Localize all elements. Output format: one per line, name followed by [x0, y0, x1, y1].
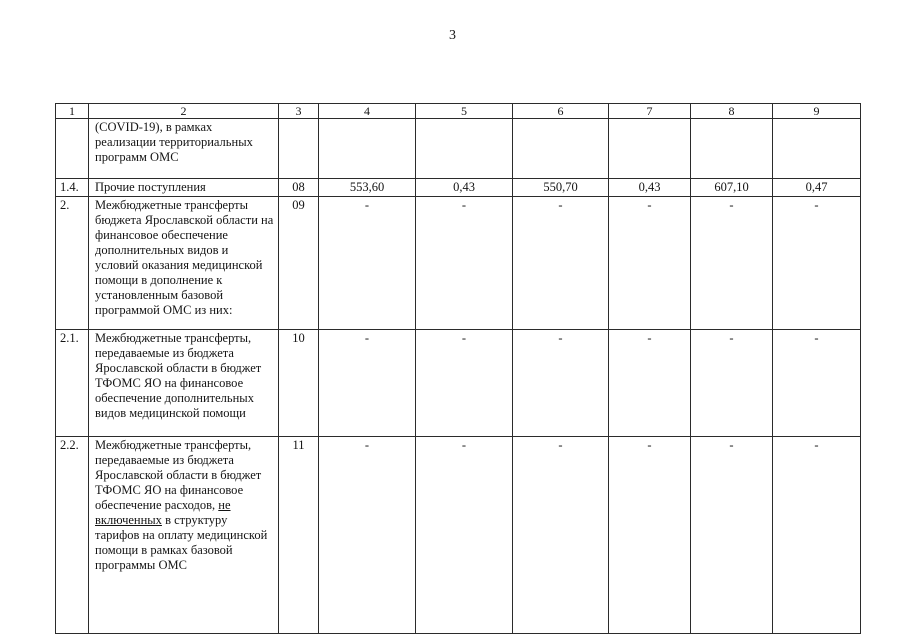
- row-number-cell: 2.1.: [56, 330, 89, 437]
- row-value-cell: -: [773, 197, 861, 330]
- row-value-cell: [691, 119, 773, 179]
- table-row-2-2: [56, 437, 861, 634]
- row-value-cell: -: [513, 330, 609, 437]
- row-code-cell: [279, 119, 319, 179]
- row-value-cell: -: [609, 197, 691, 330]
- page-number: 3: [449, 28, 456, 43]
- column-header: 1: [56, 104, 89, 119]
- column-header: 7: [609, 104, 691, 119]
- row-value-cell: -: [691, 437, 773, 634]
- row-name-cell: (COVID-19), в рамках реализации территориальных программ ОМС: [89, 119, 279, 179]
- row-value-cell: -: [773, 330, 861, 437]
- row-code-cell: 10: [279, 330, 319, 437]
- row-value-cell: -: [773, 437, 861, 634]
- column-header: 8: [691, 104, 773, 119]
- row-value-cell: 0,47: [773, 179, 861, 197]
- row-code-cell: 08: [279, 179, 319, 197]
- table-header-row: [56, 104, 861, 119]
- row-name-cell: Межбюджетные трансферты бюджета Ярославской области на финансовое обеспечение дополнительных видов и условий оказания медицинской помощи в дополнение к установленным базовой программой ОМС из них:: [89, 197, 279, 330]
- row-value-cell: -: [319, 197, 416, 330]
- row-name-text: Межбюджетные трансферты, передаваемые из бюджета Ярославской области в бюджет ТФОМС ЯО на финансовое обеспечение расходов,: [95, 438, 262, 512]
- row-value-cell: [513, 119, 609, 179]
- table-row-covid-continuation: [56, 119, 861, 179]
- row-value-cell: [773, 119, 861, 179]
- row-name-cell: [89, 437, 279, 634]
- row-number-cell: [56, 119, 89, 179]
- row-number-cell: 1.4.: [56, 179, 89, 197]
- row-name-text: в структуру тарифов на оплату медицинской помощи в рамках базовой программы ОМС: [95, 513, 268, 572]
- row-value-cell: -: [609, 437, 691, 634]
- row-value-cell: 550,70: [513, 179, 609, 197]
- budget-table: [55, 103, 861, 634]
- row-value-cell: 607,10: [691, 179, 773, 197]
- row-name-cell: Прочие поступления: [89, 179, 279, 197]
- row-value-cell: -: [513, 197, 609, 330]
- row-value-cell: -: [691, 197, 773, 330]
- row-value-cell: [416, 119, 513, 179]
- table-row-1-4: [56, 179, 861, 197]
- column-header: 5: [416, 104, 513, 119]
- row-value-cell: -: [416, 197, 513, 330]
- row-number-cell: 2.2.: [56, 437, 89, 634]
- column-header: 6: [513, 104, 609, 119]
- row-code-cell: 11: [279, 437, 319, 634]
- row-value-cell: -: [319, 330, 416, 437]
- row-value-cell: [319, 119, 416, 179]
- row-number-cell: 2.: [56, 197, 89, 330]
- row-name-underlined-text: не включенных: [95, 498, 231, 527]
- column-header: 4: [319, 104, 416, 119]
- row-value-cell: [609, 119, 691, 179]
- column-header: 3: [279, 104, 319, 119]
- table-row-2: [56, 197, 861, 330]
- column-header: 2: [89, 104, 279, 119]
- row-value-cell: -: [416, 437, 513, 634]
- row-value-cell: -: [609, 330, 691, 437]
- column-header: 9: [773, 104, 861, 119]
- row-code-cell: 09: [279, 197, 319, 330]
- table-row-2-1: [56, 330, 861, 437]
- row-value-cell: 0,43: [416, 179, 513, 197]
- row-value-cell: 0,43: [609, 179, 691, 197]
- row-value-cell: -: [416, 330, 513, 437]
- row-value-cell: -: [513, 437, 609, 634]
- row-value-cell: -: [691, 330, 773, 437]
- row-value-cell: 553,60: [319, 179, 416, 197]
- row-name-cell: Межбюджетные трансферты, передаваемые из бюджета Ярославской области в бюджет ТФОМС ЯО на финансовое обеспечение дополнительных видов медицинской помощи: [89, 330, 279, 437]
- row-value-cell: -: [319, 437, 416, 634]
